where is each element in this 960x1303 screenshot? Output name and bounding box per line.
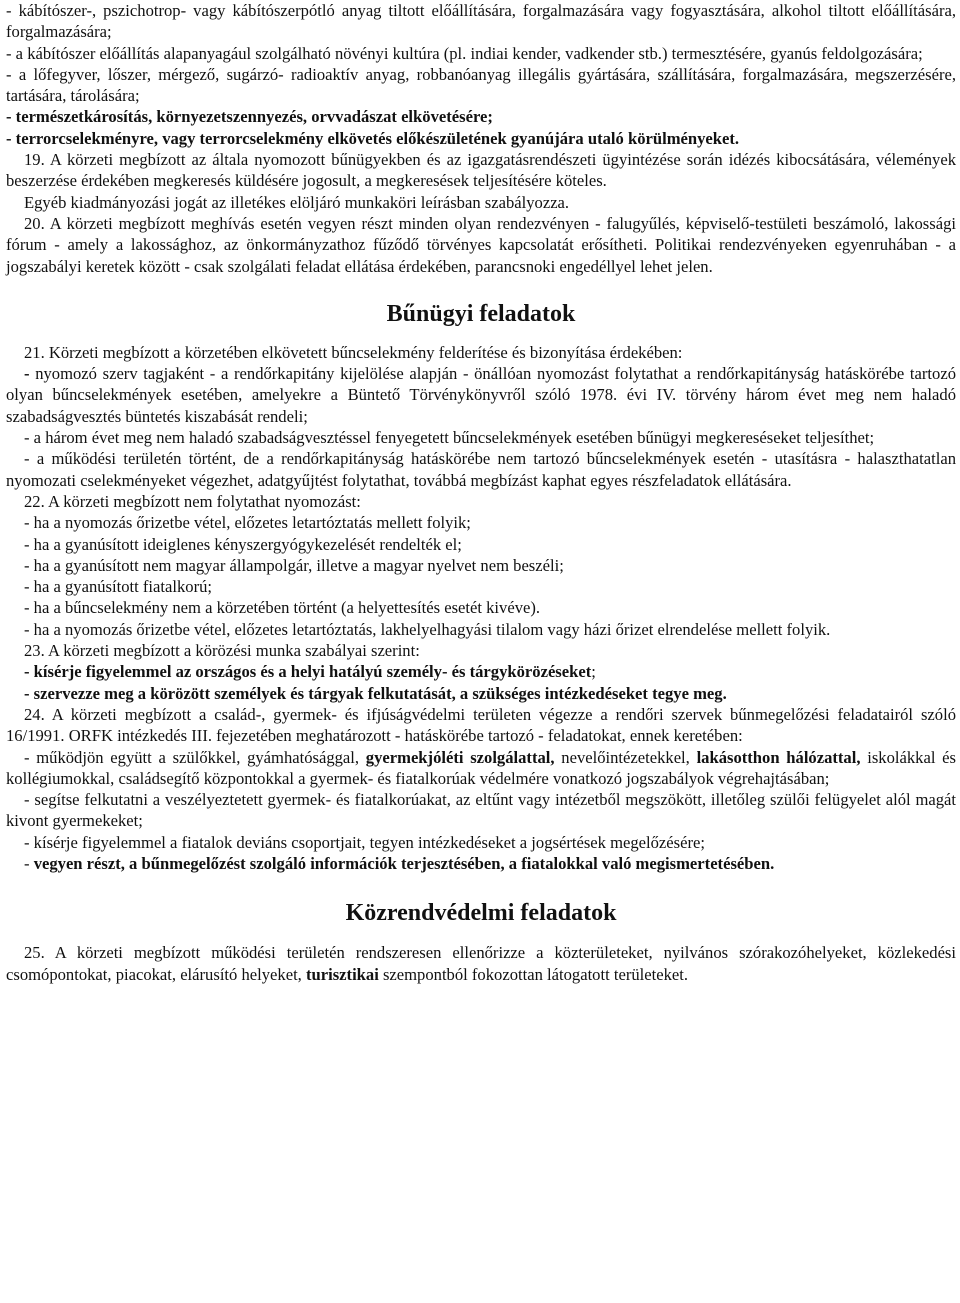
paragraph: - működjön együtt a szülőkkel, gyámhatósággal, gyermekjóléti szolgálattal, nevelőintézetekkel, lakásotthon hálózattal, iskolákkal és kollégiumokkal, családsegítő központokkal a gyermek- és fiatalkorúak védelmére vonatkozó jogszabályok végrehajtásában; <box>6 747 956 788</box>
paragraph: 22. A körzeti megbízott nem folytathat nyomozást: <box>24 491 361 511</box>
paragraph: - a három évet meg nem haladó szabadságvesztéssel fenyegetett bűncselekmények esetében bűnügyi megkereséseket teljesíthet; <box>24 428 875 448</box>
paragraph: - ha a gyanúsított fiatalkorú; <box>24 577 213 597</box>
paragraph <box>6 128 956 149</box>
paragraph: 20. A körzeti megbízott meghívás esetén vegyen részt minden olyan rendezvényen - falugyűlés, képviselő-testületi beszámoló, lakossági fórum - amely a lakossághoz, az önkormányzathoz fűződő törvényes kapcsolatát erősítheti. Politikai rendezvényeken egyenruhában - a jogszabályi keretek között - csak szolgálati feladat ellátása érdekében, parancsnoki engedéllyel lehet jelen. <box>6 213 956 276</box>
section-heading: Közrendvédelmi feladatok <box>345 900 617 927</box>
bold-text: vegyen részt, a bűnmegelőzést szolgáló információk terjesztésében, a fiatalokkal való megismertetésében. <box>33 853 775 873</box>
paragraph: 19. A körzeti megbízott az általa nyomozott bűnügyekben és az igazgatásrendészeti ügyintézése során idézés kibocsátására, vélemények beszerzése érdekében megkeresés küldésére jogosult, a megkeresések teljesítésére köteles. <box>6 150 956 191</box>
paragraph: - vegyen részt, a bűnmegelőzést szolgáló információk terjesztésében, a fiatalokkal való megismertetésében. <box>24 853 775 873</box>
paragraph: - nyomozó szerv tagjaként - a rendőrkapitány kijelölése alapján - önállóan nyomozást folytathat a rendőrkapitányság hatáskörébe tartozó olyan bűncselekmények esetében, amelyekre a Büntető Törvénykönyvről szóló 1978. évi IV. törvény három évet meg nem haladó szabadságvesztés büntetés kiszabását rendeli; <box>6 364 956 426</box>
paragraph: 23. A körzeti megbízott a körözési munka szabályai szerint: <box>24 641 420 661</box>
paragraph: - a kábítószer előállítás alapanyagául szolgálható növényi kultúra (pl. indiai kender, vadkender stb.) termesztésére, gyanús feldolgozására; <box>6 43 923 63</box>
paragraph: - kábítószer-, pszichotrop- vagy kábítószerpótló anyag tiltott előállítására, forgalmazására vagy fogyasztására, alkohol tiltott előállítására, forgalmazására; <box>6 1 956 42</box>
bold-text: turisztikai <box>305 964 379 984</box>
paragraph: - segítse felkutatni a veszélyeztetett gyermek- és fiatalkorúakat, az eltűnt vagy intézetből megszökött, illetőleg szülői felügyelet alól magát kivont gyermekeket; <box>6 790 956 831</box>
paragraph: Egyéb kiadmányozási jogát az illetékes elöljáró munkaköri leírásban szabályozza. <box>24 192 570 212</box>
bold-text: gyermekjóléti szolgálattal, <box>365 747 555 767</box>
paragraph: - ha a gyanúsított nem magyar állampolgár, illetve a magyar nyelvet nem beszéli; <box>24 555 564 575</box>
paragraph <box>6 683 956 704</box>
paragraph: - ha a gyanúsított ideiglenes kényszergyógykezelését rendelték el; <box>24 534 462 554</box>
paragraph <box>6 106 956 127</box>
bold-text: - terrorcselekményre, vagy terrorcselekmény elkövetés előkészületének gyanújára utaló körülményeket. <box>6 128 740 148</box>
paragraph: - a lőfegyver, lőszer, mérgező, sugárzó- radioaktív anyag, robbanóanyag illegális gyártására, szállítására, forgalmazására, megszerzésére, tartására, tárolására; <box>6 64 956 106</box>
paragraph: 24. A körzeti megbízott a család-, gyermek- és ifjúságvédelmi területen végezze a rendőri szervek bűnmegelőzési feladatairól szóló 16/1991. ORFK intézkedés III. fejezetében meghatározott - hatáskörébe tartozó - feladatokat, ennek keretében: <box>6 704 956 746</box>
paragraph: - ha a bűncselekmény nem a körzetében történt (a helyettesítés esetét kivéve). <box>24 598 541 618</box>
paragraph: 25. A körzeti megbízott működési területén rendszeresen ellenőrizze a közterületeket, nyilvános szórakozóhelyeket, közlekedési csomópontokat, piacokat, elárusító helyeket, turisztikai szempontból fokozottan látogatott területeket. <box>6 943 956 984</box>
paragraph: - a működési területén történt, de a rendőrkapitányság hatáskörébe nem tartozó bűncselekmények esetén - utasításra - halaszthatatlan nyomozati cselekményeket végezhet, adatgyűjtést folytathat, továbbá megbízást kaphat egyes részfeladatok ellátására. <box>6 449 956 490</box>
section-heading: Bűnügyi feladatok <box>386 300 576 327</box>
paragraph: - ha a nyomozás őrizetbe vétel, előzetes letartóztatás, lakhelyelhagyási tilalom vagy házi őrizet elrendelése mellett folyik. <box>24 619 831 639</box>
paragraph: - kísérje figyelemmel a fiatalok deviáns csoportjait, tegyen intézkedéseket a jogsértések megelőzésére; <box>24 832 705 852</box>
paragraph: 21. Körzeti megbízott a körzetében elkövetett bűncselekmény felderítése és bizonyítása érdekében: <box>24 342 683 362</box>
bold-text: - szervezze meg a körözött személyek és tárgyak felkutatását, a szükséges intézkedéseket tegye meg. <box>24 683 727 703</box>
paragraph: - ha a nyomozás őrizetbe vétel, előzetes letartóztatás mellett folyik; <box>24 513 471 533</box>
paragraph: - kísérje figyelemmel az országos és a helyi hatályú személy- és tárgykörözéseket; <box>24 662 596 682</box>
bold-text: - természetkárosítás, környezetszennyezés, orvvadászat elkövetésére; <box>6 107 493 127</box>
bold-dash: - <box>24 364 30 384</box>
bold-text: lakásotthon hálózattal, <box>696 747 861 767</box>
bold-text: - kísérje figyelemmel az országos és a helyi hatályú személy- és tárgykörözéseket <box>24 662 592 682</box>
